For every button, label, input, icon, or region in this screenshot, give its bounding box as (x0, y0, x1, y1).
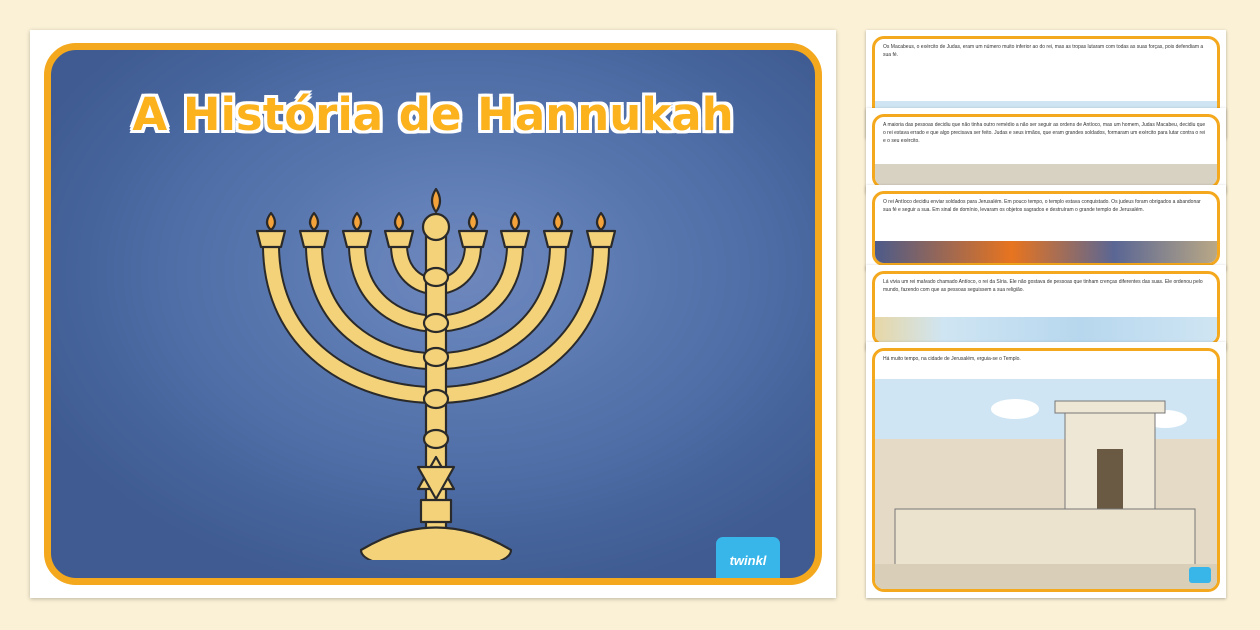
slide-frame (872, 348, 1220, 592)
title-slide (44, 43, 822, 585)
slide-text: Lá vivia um rei malvado chamado Antíoco, o rei da Síria. Ele não gostava de pessoas que tinham crenças diferentes das suas. Ele ordenou pelo mundo, fazendo com que as pessoas seguissem a sua religião. (883, 279, 1203, 293)
slide-text: O rei Antíoco decidiu enviar soldados para Jerusalém. Em pouco tempo, o templo estava conquistado. Os judeus foram obrigados a abandonar sua fé e seguir a sua. Em sinal de domínio, levaram os objetos sagrados e destruíram o grande templo de Jerusalém. (883, 199, 1201, 213)
twinkl-logo: twinkl (716, 537, 780, 585)
slide-text: A maioria das pessoas decidiu que não tinha outro remédio a não ser seguir as ordens de Antíoco, mas um homem, Judas Macabeu, decidiu que o rei estava errado e que algo precisava ser feito. Judas e seus irmãos, que eram grandes soldados, formaram um exército para lutar contra o rei e o seu exército. (883, 122, 1206, 144)
room-illustration (875, 164, 1217, 186)
palace-illustration (875, 317, 1217, 343)
twinkl-logo (1189, 567, 1211, 583)
slide-frame (872, 114, 1220, 189)
slide-thumbnail-4[interactable] (866, 265, 1226, 350)
main-slide-card[interactable] (30, 30, 836, 598)
menorah-illustration (241, 175, 631, 560)
slide-thumbnail-5[interactable] (866, 342, 1226, 598)
temple-illustration (875, 379, 1217, 589)
slide-frame (872, 191, 1220, 266)
fire-illustration (875, 241, 1217, 263)
slide-text: Há muito tempo, na cidade de Jerusalém, erguia-se o Templo. (883, 356, 1021, 362)
slide-title: A História de Hannukah (132, 88, 734, 141)
slide-text: Os Macabeus, o exército de Judas, eram um número muito inferior ao do rei, mas as tropas lutaram com todas as suas forças, pois defendiam a sua fé. (883, 44, 1204, 58)
slide-thumbnail-3[interactable] (866, 185, 1226, 270)
slide-thumbnail-2[interactable] (866, 108, 1226, 193)
slide-frame (872, 271, 1220, 346)
